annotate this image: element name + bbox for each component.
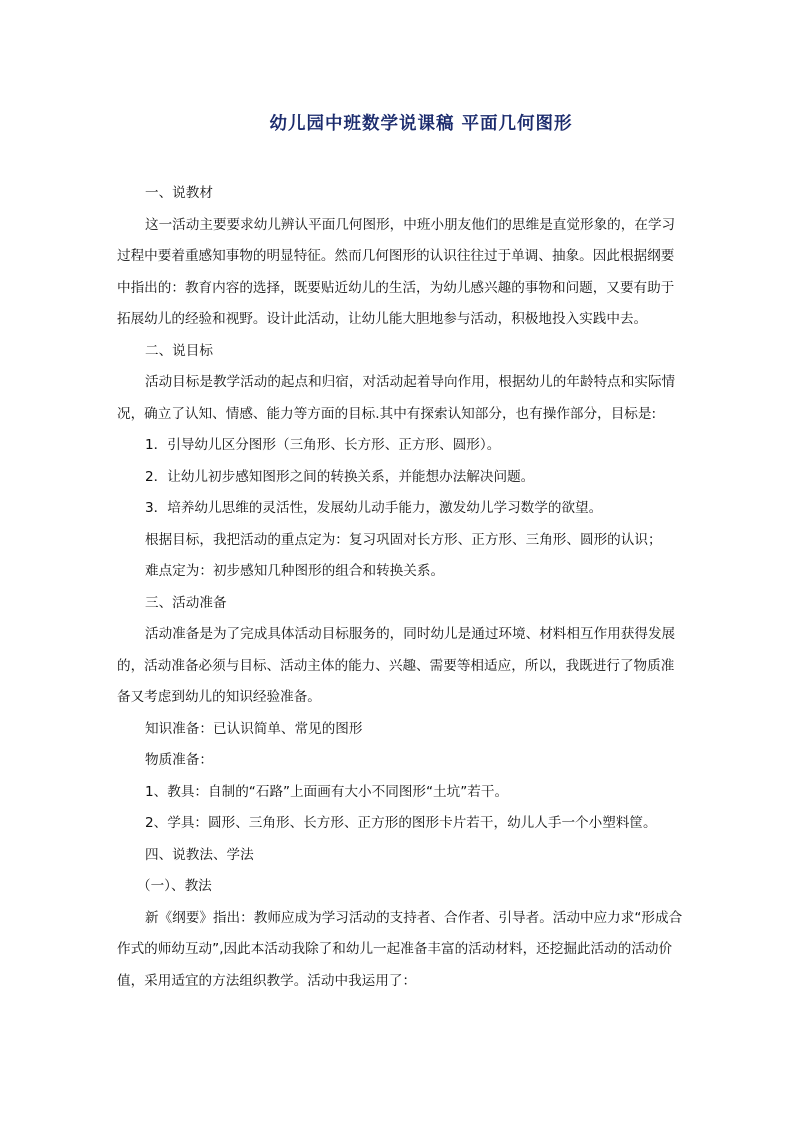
material-item-1: 1、教具：自制的“石路”上面画有大小不同图形“土坑”若干。 [145, 783, 509, 800]
paragraph-material-prep: 物质准备： [145, 752, 213, 768]
material-item-2: 2、学具：圆形、三角形、长方形、正方形的图形卡片若干，幼儿人手一个小塑料筐。 [145, 815, 657, 831]
goal-item-3: 3．培养幼儿思维的灵活性，发展幼儿动手能力，激发幼儿学习数学的欲望。 [145, 500, 603, 516]
paragraph-teaching-material: 这一活动主要要求幼儿辨认平面几何图形，中班小朋友他们的思维是直觉形象的，在学习过程中要着重感知事物的明显特征。然而几何图形的认识往往过于单调、抽象。因此根据纲要中指出的：教育内容的选择，既要贴近幼儿的生活，为幼儿感兴趣的事物和问题，又要有助于拓展幼儿的经验和视野。设计此活动，让幼儿能大胆地参与活动，积极地投入实践中去。 [117, 216, 676, 327]
subheading-teaching-methods: （一）、教法 [137, 878, 212, 894]
section-heading-teaching-material: 一、说教材 [145, 185, 213, 201]
paragraph-preparation: 活动准备是为了完成具体活动目标服务的，同时幼儿是通过环境、材料相互作用获得发展的，活动准备必须与目标、活动主体的能力、兴趣、需要等相适应，所以，我既进行了物质准备又考虑到幼儿的知识经验准备。 [117, 626, 676, 705]
document-title: 幼儿园中班数学说课稿 平面几何图形 [269, 114, 573, 134]
paragraph-knowledge-prep: 知识准备：已认识简单、常见的图形 [145, 720, 363, 737]
section-heading-methods: 四、说教法、学法 [145, 846, 254, 863]
paragraph-teaching-methods: 新《纲要》指出：教师应成为学习活动的支持者、合作者、引导者。活动中应力求“形成合作式的师幼互动”,因此本活动我除了和幼儿一起准备丰富的活动材料，还挖掘此活动的活动价值，采用适宜的方法组织教学。活动中我运用了： [117, 909, 683, 989]
section-heading-preparation: 三、活动准备 [145, 594, 227, 611]
goal-item-2: 2．让幼儿初步感知图形之间的转换关系，并能想办法解决问题。 [145, 468, 535, 485]
goal-item-1: 1．引导幼儿区分图形（三角形、长方形、正方形、圆形）。 [145, 437, 501, 453]
paragraph-goals-intro: 活动目标是教学活动的起点和归宿，对活动起着导向作用，根据幼儿的年龄特点和实际情况，确立了认知、情感、能力等方面的目标.其中有探索认知部分，也有操作部分，目标是: [117, 374, 676, 422]
paragraph-key-points: 根据目标，我把活动的重点定为：复习巩固对长方形、正方形、三角形、圆形的认识； [145, 531, 662, 548]
document-body [117, 178, 685, 997]
paragraph-difficulties: 难点定为：初步感知几种图形的组合和转换关系。 [145, 563, 445, 579]
section-heading-goals: 二、说目标 [145, 342, 213, 359]
